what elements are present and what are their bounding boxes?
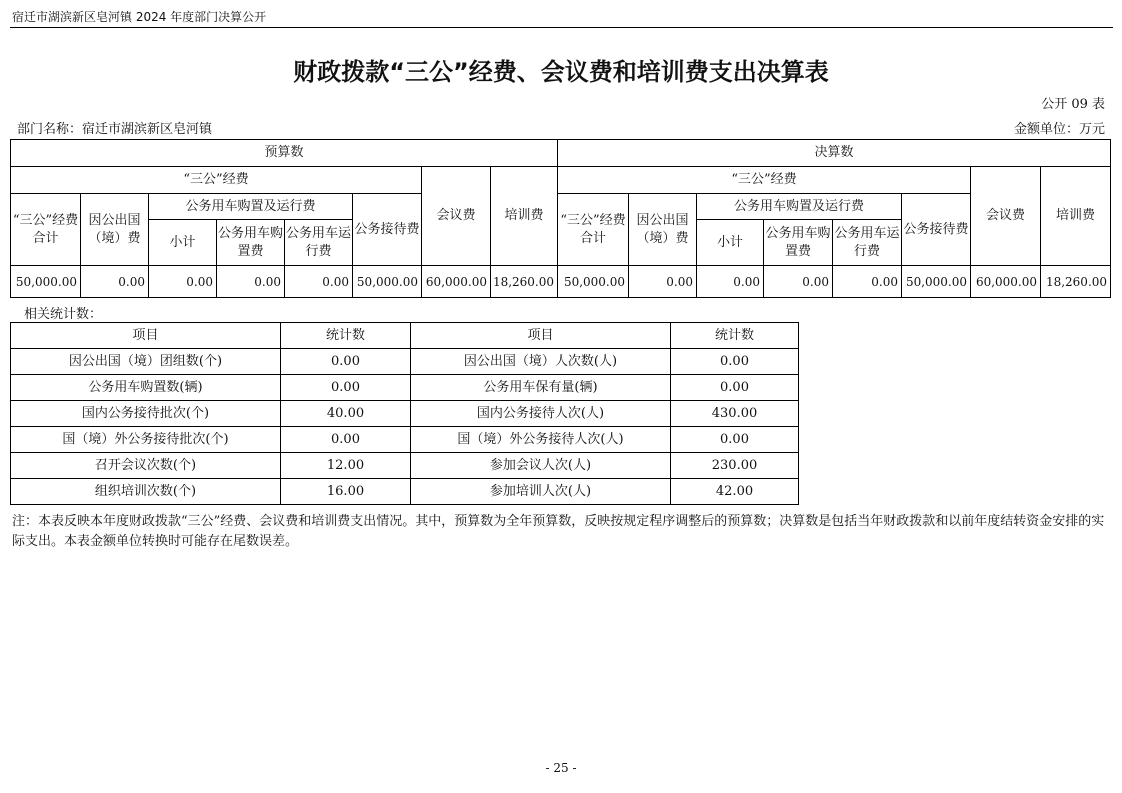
page-number: - 25 -	[545, 761, 577, 775]
table-row	[11, 349, 799, 375]
value-cell: 0.00	[697, 266, 764, 298]
training-header-budget: 培训费	[491, 167, 558, 266]
subtotal-header-final: 小计	[697, 220, 764, 266]
running-header: 宿迁市湖滨新区皂河镇 2024 年度部门决算公开	[12, 10, 267, 24]
stat-value: 0.00	[671, 375, 799, 401]
car-run-header-budget: 公务用车运行费	[285, 220, 353, 266]
sg-total-header-budget: “三公”经费合计	[11, 194, 81, 266]
stat-value: 0.00	[281, 349, 411, 375]
table-row	[11, 453, 799, 479]
stat-item: 参加会议人次(人)	[411, 453, 671, 479]
stat-value: 0.00	[671, 349, 799, 375]
stat-value: 0.00	[281, 375, 411, 401]
meeting-header-final: 会议费	[971, 167, 1041, 266]
page-title: 财政拨款“三公”经费、会议费和培训费支出决算表	[293, 58, 829, 86]
budget-header: 预算数	[11, 140, 558, 167]
stat-item: 公务用车购置数(辆)	[11, 375, 281, 401]
stat-item: 参加培训人次(人)	[411, 479, 671, 505]
meeting-header-budget: 会议费	[422, 167, 491, 266]
stat-value: 230.00	[671, 453, 799, 479]
abroad-header-budget: 因公出国（境）费	[81, 194, 149, 266]
car-run-header-final: 公务用车运行费	[833, 220, 902, 266]
stat-value: 0.00	[671, 427, 799, 453]
header-divider	[10, 27, 1113, 28]
value-cell: 0.00	[285, 266, 353, 298]
stat-value: 12.00	[281, 453, 411, 479]
stat-value: 40.00	[281, 401, 411, 427]
stat-item: 公务用车保有量(辆)	[411, 375, 671, 401]
stat-value: 430.00	[671, 401, 799, 427]
subtotal-header-budget: 小计	[149, 220, 217, 266]
stat-item: 因公出国（境）人次数(人)	[411, 349, 671, 375]
value-cell: 50,000.00	[902, 266, 971, 298]
training-header-final: 培训费	[1041, 167, 1111, 266]
stat-item: 组织培训次数(个)	[11, 479, 281, 505]
stats-col-count: 统计数	[671, 323, 799, 349]
car-header-budget: 公务用车购置及运行费	[149, 194, 353, 220]
table-row	[11, 427, 799, 453]
department-label: 部门名称：宿迁市湖滨新区皂河镇	[17, 122, 213, 137]
reception-header-final: 公务接待费	[902, 194, 971, 266]
stat-value: 0.00	[281, 427, 411, 453]
car-header-final: 公务用车购置及运行费	[697, 194, 902, 220]
value-cell: 0.00	[833, 266, 902, 298]
value-cell: 18,260.00	[491, 266, 558, 298]
sg-header-budget: “三公”经费	[11, 167, 422, 194]
car-buy-header-budget: 公务用车购置费	[217, 220, 285, 266]
value-cell: 50,000.00	[11, 266, 81, 298]
value-cell: 18,260.00	[1041, 266, 1111, 298]
value-cell: 50,000.00	[353, 266, 422, 298]
sg-header-final: “三公”经费	[558, 167, 971, 194]
stats-table	[10, 322, 799, 505]
stat-item: 因公出国（境）团组数(个)	[11, 349, 281, 375]
value-cell: 50,000.00	[558, 266, 629, 298]
stats-col-item: 项目	[11, 323, 281, 349]
table-row	[11, 479, 799, 505]
stat-value: 16.00	[281, 479, 411, 505]
stat-item: 国（境）外公务接待人次(人)	[411, 427, 671, 453]
stat-value: 42.00	[671, 479, 799, 505]
expense-table	[10, 139, 1111, 298]
value-cell: 0.00	[217, 266, 285, 298]
stats-label: 相关统计数：	[24, 307, 103, 322]
table-row	[11, 401, 799, 427]
value-cell: 60,000.00	[422, 266, 491, 298]
value-cell: 0.00	[629, 266, 697, 298]
table-number: 公开 09 表	[1041, 97, 1105, 112]
sg-total-header-final: “三公”经费合计	[558, 194, 629, 266]
value-cell: 0.00	[81, 266, 149, 298]
reception-header-budget: 公务接待费	[353, 194, 422, 266]
abroad-header-final: 因公出国（境）费	[629, 194, 697, 266]
value-cell: 0.00	[764, 266, 833, 298]
stats-col-count: 统计数	[281, 323, 411, 349]
final-header: 决算数	[558, 140, 1111, 167]
value-cell: 0.00	[149, 266, 217, 298]
table-row	[11, 375, 799, 401]
stat-item: 国（境）外公务接待批次(个)	[11, 427, 281, 453]
value-cell: 60,000.00	[971, 266, 1041, 298]
stat-item: 召开会议次数(个)	[11, 453, 281, 479]
stat-item: 国内公务接待人次(人)	[411, 401, 671, 427]
car-buy-header-final: 公务用车购置费	[764, 220, 833, 266]
stats-col-item: 项目	[411, 323, 671, 349]
footnote: 注：本表反映本年度财政拨款“三公”经费、会议费和培训费支出情况。其中，预算数为全年预算数，反映按规定程序调整后的预算数；决算数是包括当年财政拨款和以前年度结转资金安排的实际支出。本表金额单位转换时可能存在尾数误差。	[12, 514, 1105, 549]
stat-item: 国内公务接待批次(个)	[11, 401, 281, 427]
unit-label: 金额单位：万元	[1013, 122, 1105, 137]
